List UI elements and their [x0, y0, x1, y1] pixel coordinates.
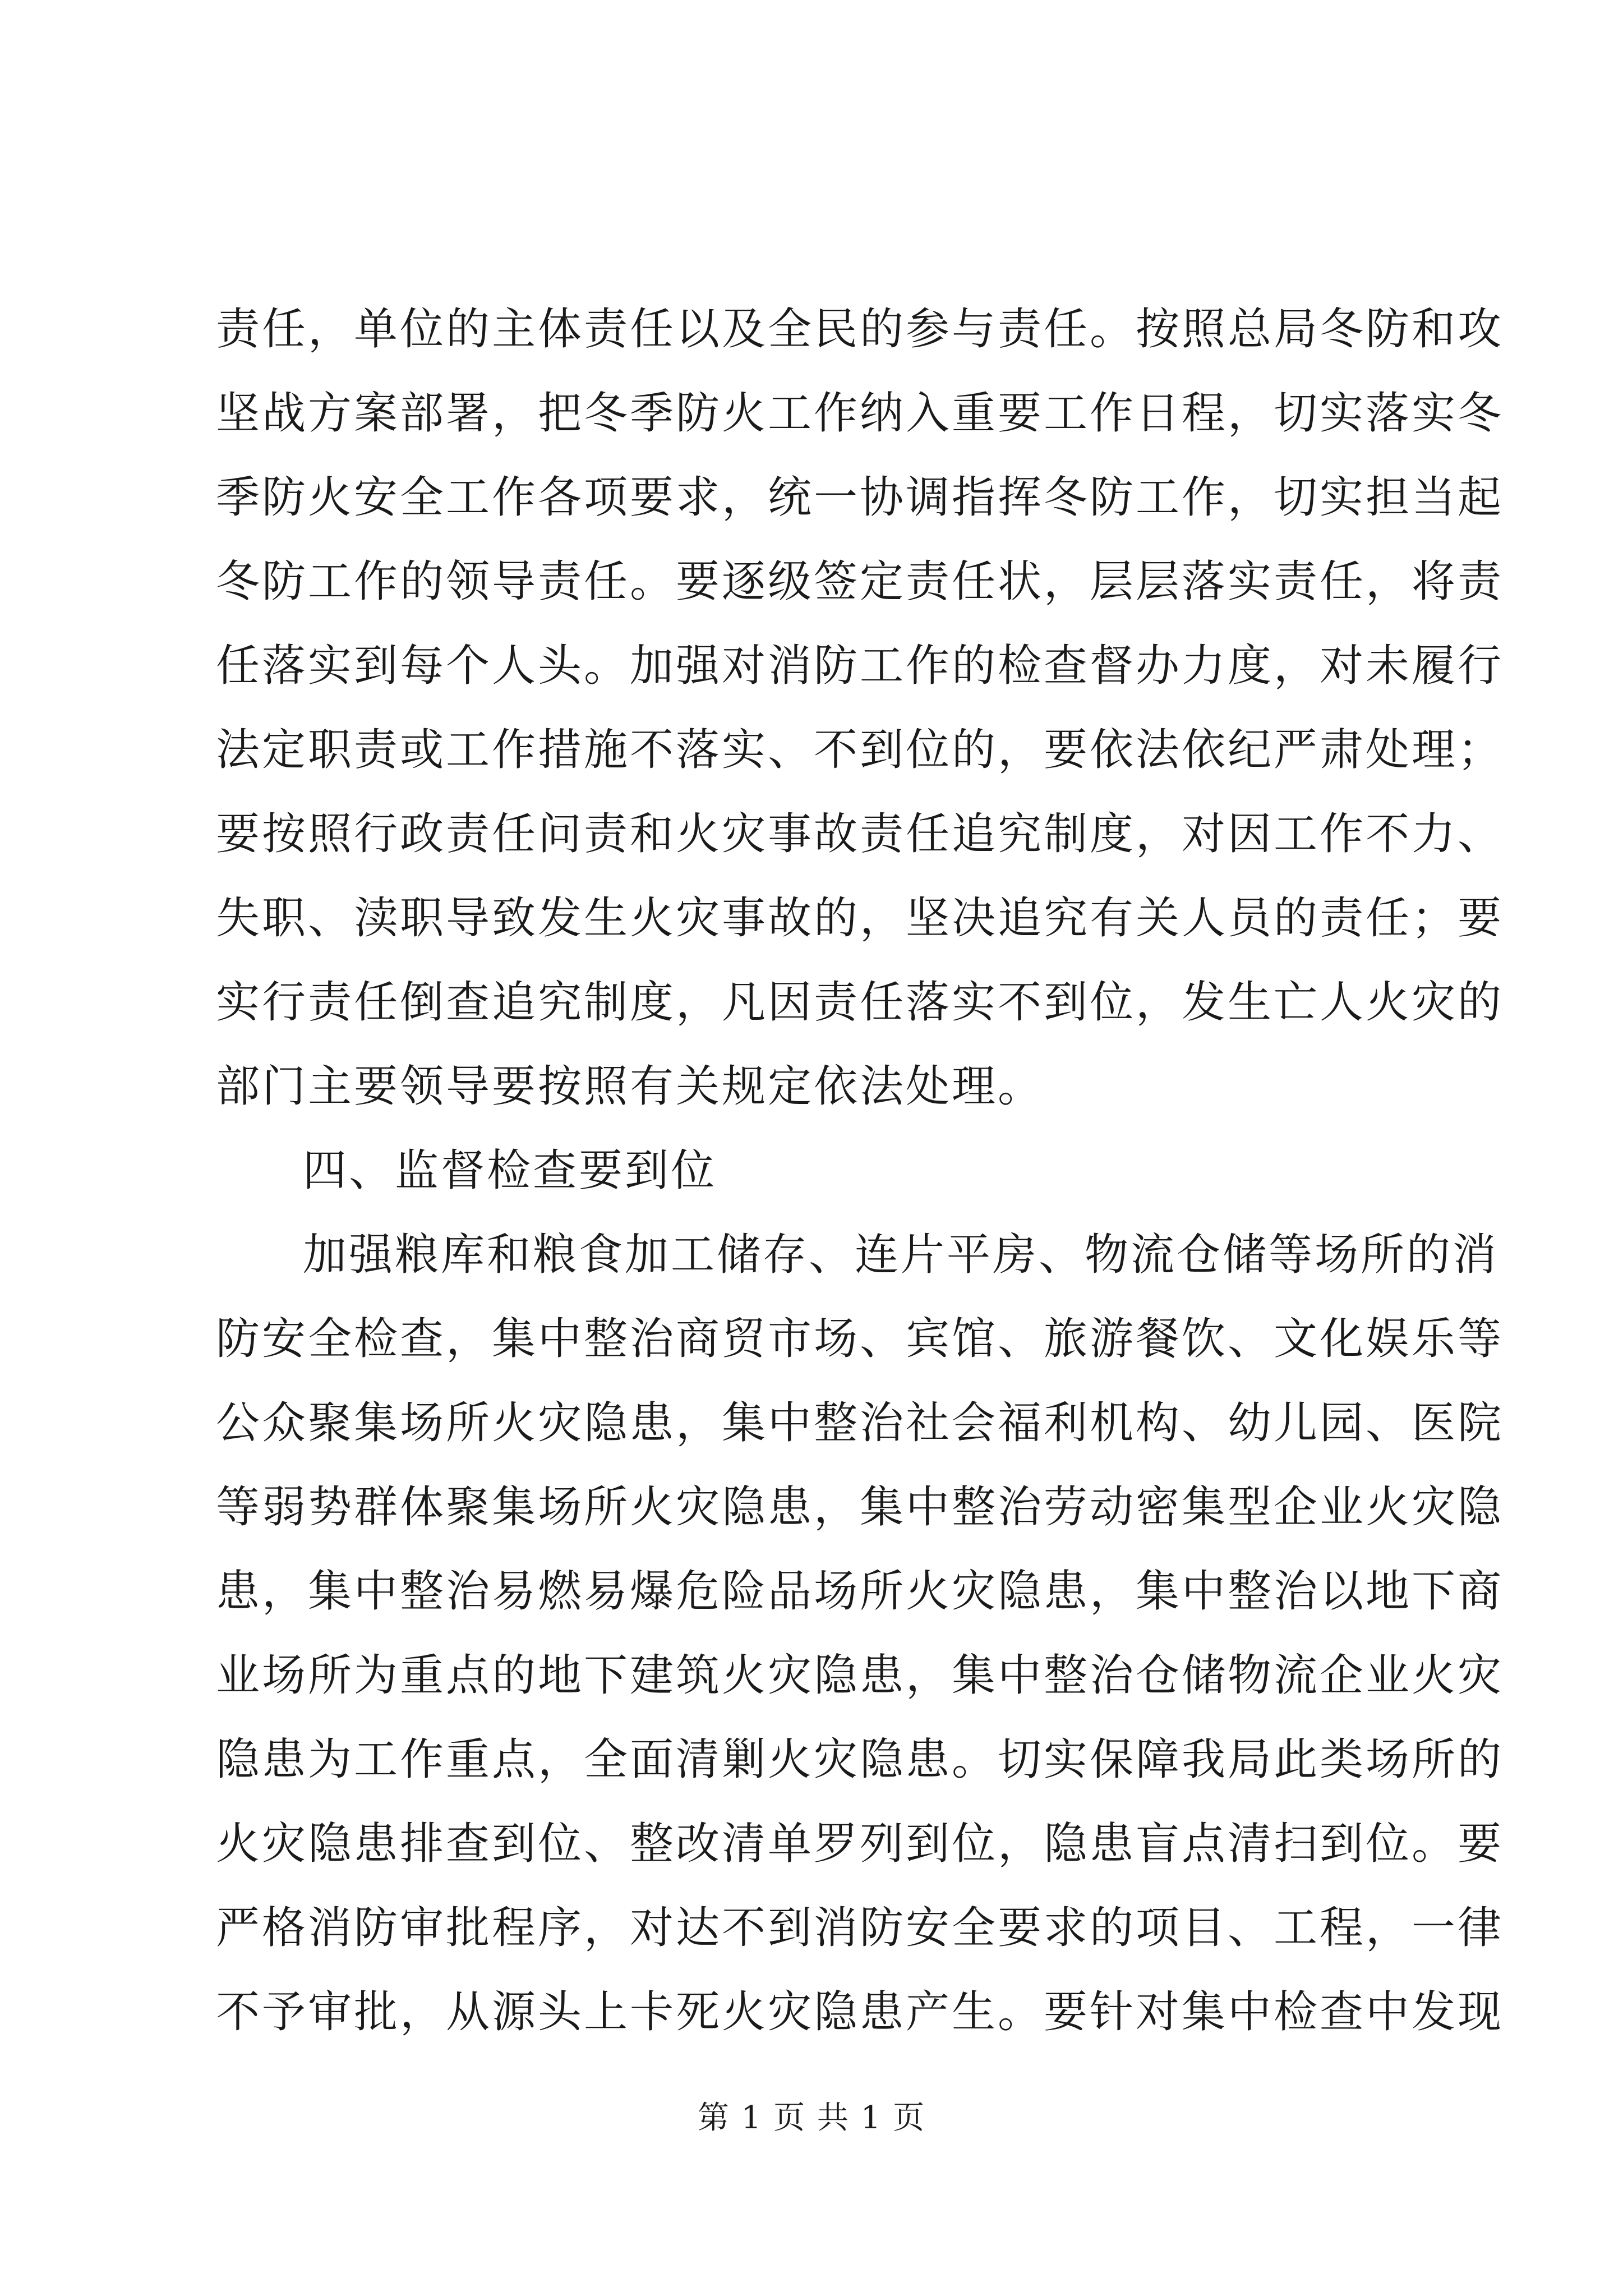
body-line: 加强粮库和粮食加工储存、连片平房、物流仓储等场所的消	[303, 1230, 1499, 1280]
body-line: 隐患为工作重点，全面清剿火灾隐患。切实保障我局此类场所的	[216, 1734, 1504, 1785]
body-line: 冬防工作的领导责任。要逐级签定责任状，层层落实责任，将责	[216, 556, 1504, 607]
body-line: 要按照行政责任问责和火灾事故责任追究制度，对因工作不力、	[216, 809, 1504, 859]
body-line: 部门主要领导要按照有关规定依法处理。	[216, 1061, 1044, 1112]
body-line: 业场所为重点的地下建筑火灾隐患，集中整治仓储物流企业火灾	[216, 1650, 1504, 1701]
body-line: 季防火安全工作各项要求，统一协调指挥冬防工作，切实担当起	[216, 472, 1504, 523]
body-line: 失职、渎职导致发生火灾事故的，坚决追究有关人员的责任；要	[216, 893, 1504, 944]
section-heading: 四、监督检查要到位	[303, 1145, 717, 1196]
body-line: 实行责任倒查追究制度，凡因责任落实不到位，发生亡人火灾的	[216, 977, 1504, 1028]
body-line: 法定职责或工作措施不落实、不到位的，要依法依纪严肃处理；	[216, 725, 1504, 775]
body-line: 坚战方案部署，把冬季防火工作纳入重要工作日程，切实落实冬	[216, 388, 1504, 439]
body-line: 火灾隐患排查到位、整改清单罗列到位，隐患盲点清扫到位。要	[216, 1819, 1504, 1869]
body-line: 不予审批，从源头上卡死火灾隐患产生。要针对集中检查中发现	[216, 1987, 1504, 2037]
body-line: 责任，单位的主体责任以及全民的参与责任。按照总局冬防和攻	[216, 304, 1504, 355]
body-line: 公众聚集场所火灾隐患，集中整治社会福利机构、幼儿园、医院	[216, 1398, 1504, 1448]
body-line: 任落实到每个人头。加强对消防工作的检查督办力度，对未履行	[216, 641, 1504, 691]
body-line: 防安全检查，集中整治商贸市场、宾馆、旅游餐饮、文化娱乐等	[216, 1314, 1504, 1364]
page-footer: 第 1 页 共 1 页	[697, 2100, 926, 2136]
body-line: 患，集中整治易燃易爆危险品场所火灾隐患，集中整治以地下商	[216, 1566, 1504, 1617]
body-line: 严格消防审批程序，对达不到消防安全要求的项目、工程，一律	[216, 1903, 1504, 1953]
body-line: 等弱势群体聚集场所火灾隐患，集中整治劳动密集型企业火灾隐	[216, 1482, 1504, 1533]
